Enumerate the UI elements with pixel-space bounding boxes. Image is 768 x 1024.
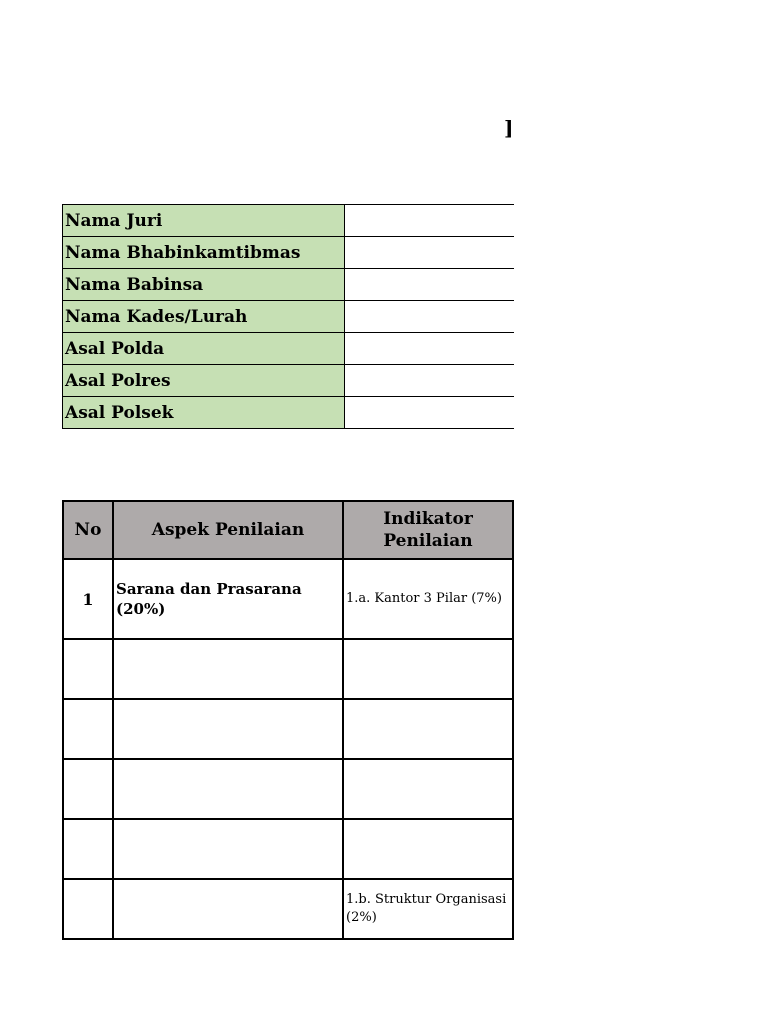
info-value-nama-kades-lurah[interactable] — [345, 301, 515, 333]
row-number[interactable] — [63, 819, 113, 879]
info-label-asal-polres: Asal Polres — [63, 365, 345, 397]
header-indikator-penilaian: Indikator Penilaian — [343, 501, 513, 559]
info-label-nama-babinsa: Nama Babinsa — [63, 269, 345, 301]
indikator-cell[interactable] — [343, 699, 513, 759]
table-row — [63, 699, 513, 759]
row-number[interactable] — [63, 699, 113, 759]
info-row-asal-polres — [63, 365, 515, 397]
indikator-cell[interactable] — [343, 819, 513, 879]
page-title-fragment: ] — [504, 116, 514, 140]
table-row — [63, 559, 513, 639]
row-number[interactable] — [63, 639, 113, 699]
info-value-nama-babinsa[interactable] — [345, 269, 515, 301]
indikator-cell[interactable]: 1.a. Kantor 3 Pilar (7%) — [343, 559, 513, 639]
info-value-nama-juri[interactable] — [345, 205, 515, 237]
row-number[interactable] — [63, 759, 113, 819]
table-row — [63, 759, 513, 819]
scoring-header-row — [63, 501, 513, 559]
info-row-nama-babinsa — [63, 269, 515, 301]
aspek-cell[interactable] — [113, 819, 343, 879]
header-no: No — [63, 501, 113, 559]
info-label-nama-juri: Nama Juri — [63, 205, 345, 237]
row-number[interactable]: 1 — [63, 559, 113, 639]
judge-info-table — [62, 204, 514, 429]
info-row-nama-bhabinkamtibmas — [63, 237, 515, 269]
info-row-nama-juri — [63, 205, 515, 237]
info-row-nama-kades-lurah — [63, 301, 515, 333]
aspek-cell[interactable] — [113, 879, 343, 939]
info-label-asal-polsek: Asal Polsek — [63, 397, 345, 429]
indikator-cell[interactable] — [343, 759, 513, 819]
aspek-cell[interactable] — [113, 639, 343, 699]
indikator-cell[interactable] — [343, 639, 513, 699]
aspek-cell[interactable] — [113, 699, 343, 759]
scoring-table — [62, 500, 514, 940]
indikator-cell[interactable]: 1.b. Struktur Organisasi (2%) — [343, 879, 513, 939]
info-value-nama-bhabinkamtibmas[interactable] — [345, 237, 515, 269]
aspek-cell[interactable] — [113, 759, 343, 819]
info-value-asal-polda[interactable] — [345, 333, 515, 365]
info-value-asal-polsek[interactable] — [345, 397, 515, 429]
row-number[interactable] — [63, 879, 113, 939]
table-row — [63, 639, 513, 699]
info-label-nama-kades-lurah: Nama Kades/Lurah — [63, 301, 345, 333]
aspek-cell[interactable]: Sarana dan Prasarana (20%) — [113, 559, 343, 639]
info-label-nama-bhabinkamtibmas: Nama Bhabinkamtibmas — [63, 237, 345, 269]
info-row-asal-polda — [63, 333, 515, 365]
header-aspek-penilaian: Aspek Penilaian — [113, 501, 343, 559]
info-row-asal-polsek — [63, 397, 515, 429]
info-label-asal-polda: Asal Polda — [63, 333, 345, 365]
table-row — [63, 879, 513, 939]
info-value-asal-polres[interactable] — [345, 365, 515, 397]
table-row — [63, 819, 513, 879]
